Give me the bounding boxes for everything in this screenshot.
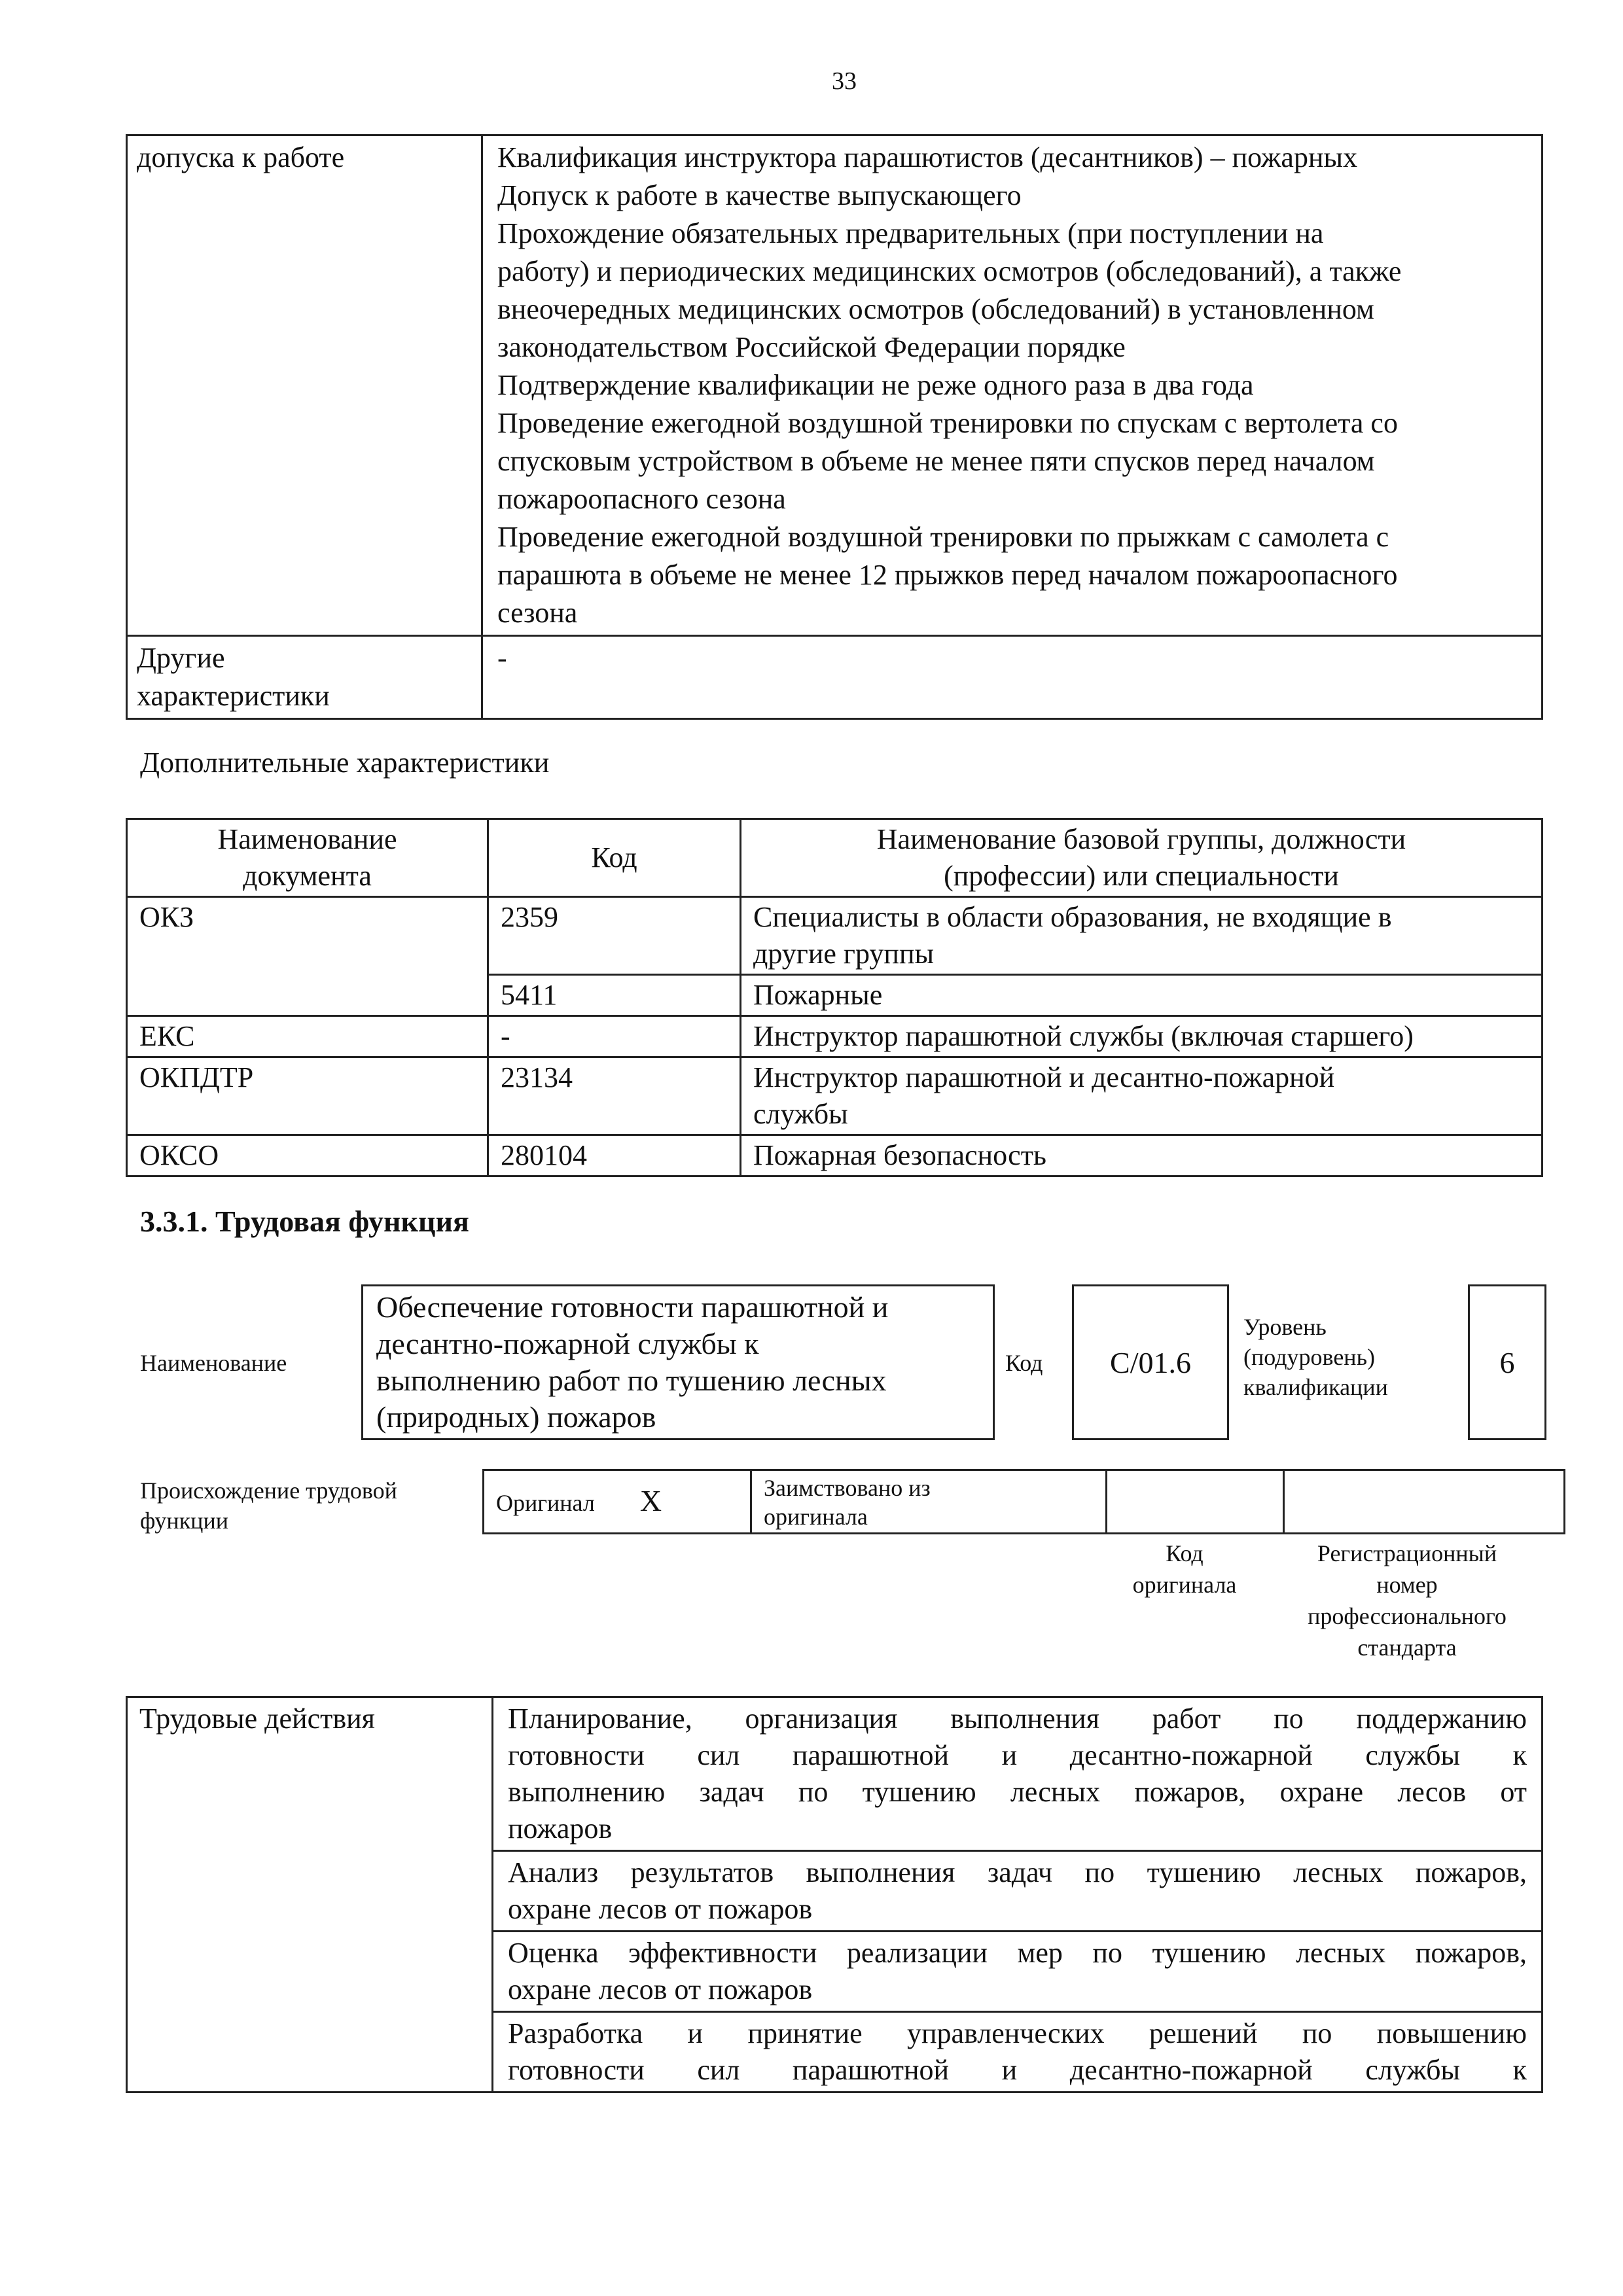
labour-actions-table: [126, 1696, 1543, 2093]
label-line: Другие: [137, 642, 225, 674]
action-line: Планирование, организация выполнения работ по поддержанию: [508, 1703, 1527, 1735]
original-mark: X: [639, 1483, 662, 1517]
doc-cell: ОКСО: [127, 1135, 488, 1176]
table-row: [484, 1470, 1565, 1534]
name-cell: [741, 897, 1543, 975]
table-row: [127, 1057, 1543, 1135]
action-line: выполнению задач по тушению лесных пожаров, охране лесов от: [508, 1776, 1527, 1808]
level-value-box: 6: [1468, 1284, 1546, 1440]
doc-cell: ОКЗ: [127, 897, 488, 1016]
action-line: готовности сил парашютной и десантно-пожарной службы к: [508, 1739, 1527, 1771]
header-line: (профессии) или специальности: [944, 860, 1339, 892]
caption-line: номер: [1376, 1572, 1438, 1598]
name-cell: Пожарная безопасность: [741, 1135, 1543, 1176]
table-row: [127, 1697, 1543, 1851]
action-line: охране лесов от пожаров: [508, 1893, 813, 1925]
code-label: Код: [1005, 1350, 1043, 1376]
name-cell: Инструктор парашютной службы (включая старшего): [741, 1016, 1543, 1057]
code-cell: 23134: [488, 1057, 741, 1135]
name-line: другие группы: [753, 938, 935, 970]
value-line: пожароопасного сезона: [497, 483, 786, 515]
function-name-line: (природных) пожаров: [376, 1400, 656, 1434]
section-heading: 3.3.1. Трудовая функция: [140, 1205, 469, 1238]
level-label-line: Уровень: [1243, 1314, 1327, 1340]
action-item: [493, 1697, 1543, 1851]
doc-cell: ЕКС: [127, 1016, 488, 1057]
value-line: Проведение ежегодной воздушной тренировки по прыжкам с самолета с: [497, 521, 1389, 553]
code-cell: 2359: [488, 897, 741, 975]
value-line: внеочередных медицинских осмотров (обследований) в установленном: [497, 293, 1374, 325]
value-line: Квалификация инструктора парашютистов (десантников) – пожарных: [497, 141, 1358, 173]
origin-label-line: Происхождение трудовой: [140, 1477, 397, 1504]
caption-line: оригинала: [1132, 1572, 1237, 1598]
function-name-box: [361, 1284, 995, 1440]
value-line: -: [497, 642, 507, 674]
row-value: [482, 636, 1543, 719]
header-name: [741, 819, 1543, 897]
value-line: Подтверждение квалификации не реже одного раза в два года: [497, 369, 1254, 401]
code-original-caption: [1086, 1538, 1283, 1600]
action-line: Оценка эффективности реализации мер по тушению лесных пожаров,: [508, 1937, 1527, 1969]
header-line: Наименование: [217, 823, 397, 855]
reg-number-caption: [1266, 1538, 1548, 1663]
table-row: [127, 135, 1543, 636]
header-doc: [127, 819, 488, 897]
original-cell: [484, 1470, 751, 1534]
row-value: [482, 135, 1543, 636]
origin-label-line: функции: [140, 1508, 228, 1534]
doc-cell: ОКПДТР: [127, 1057, 488, 1135]
header-code: Код: [488, 819, 741, 897]
action-item: [493, 1932, 1543, 2012]
additional-characteristics-table: [126, 818, 1543, 1177]
code-cell: -: [488, 1016, 741, 1057]
caption-line: Регистрационный: [1317, 1540, 1497, 1566]
actions-label: Трудовые действия: [127, 1697, 493, 2093]
action-line: готовности сил парашютной и десантно-пожарной службы к: [508, 2054, 1527, 2086]
table-row: [127, 1135, 1543, 1176]
value-line: Проведение ежегодной воздушной тренировки по спускам с вертолета со: [497, 407, 1398, 439]
row-label: [127, 135, 482, 636]
additional-title: Дополнительные характеристики: [140, 747, 550, 779]
value-line: работу) и периодических медицинских осмотров (обследований), а также: [497, 255, 1402, 287]
origin-table: [482, 1469, 1565, 1534]
label-line: допуска к работе: [137, 141, 345, 173]
row-label: [127, 636, 482, 719]
name-line: Специалисты в области образования, не входящие в: [753, 901, 1392, 933]
code-cell: 280104: [488, 1135, 741, 1176]
action-line: Анализ результатов выполнения задач по тушению лесных пожаров,: [508, 1856, 1527, 1888]
caption-line: профессионального: [1308, 1603, 1507, 1629]
value-line: Прохождение обязательных предварительных (при поступлении на: [497, 217, 1324, 249]
table-row: [127, 897, 1543, 975]
action-item: [493, 1851, 1543, 1932]
borrowed-label-line: Заимствовано из: [764, 1475, 931, 1501]
value-line: Допуск к работе в качестве выпускающего: [497, 179, 1022, 211]
code-original-cell: [1107, 1470, 1284, 1534]
value-line: парашюта в объеме не менее 12 прыжков перед началом пожароопасного: [497, 559, 1398, 591]
function-name-line: десантно-пожарной службы к: [376, 1327, 759, 1360]
action-line: охране лесов от пожаров: [508, 1973, 813, 2005]
name-cell: [741, 1057, 1543, 1135]
label-line: характеристики: [137, 680, 330, 712]
page-number: 33: [832, 67, 857, 95]
value-line: законодательством Российской Федерации порядке: [497, 331, 1126, 363]
table-header-row: [127, 819, 1543, 897]
level-label: [1243, 1312, 1388, 1402]
borrowed-label-line: оригинала: [764, 1504, 868, 1530]
action-line: Разработка и принятие управленческих решений по повышению: [508, 2017, 1527, 2049]
name-line: службы: [753, 1098, 848, 1130]
reg-number-cell: [1284, 1470, 1565, 1534]
admission-table: [126, 134, 1543, 720]
level-label-line: квалификации: [1243, 1374, 1388, 1400]
function-code-box: C/01.6: [1072, 1284, 1229, 1440]
original-label: Оригинал: [496, 1489, 595, 1516]
value-line: спусковым устройством в объеме не менее пяти спусков перед началом: [497, 445, 1375, 477]
code-cell: 5411: [488, 975, 741, 1016]
function-name-line: выполнению работ по тушению лесных: [376, 1364, 887, 1397]
action-item: [493, 2012, 1543, 2093]
name-cell: Пожарные: [741, 975, 1543, 1016]
name-line: Инструктор парашютной и десантно-пожарной: [753, 1061, 1335, 1093]
caption-line: стандарта: [1357, 1634, 1457, 1661]
table-row: [127, 1016, 1543, 1057]
value-line: сезона: [497, 597, 578, 629]
action-line: пожаров: [508, 1812, 613, 1845]
borrowed-cell: [751, 1470, 1107, 1534]
caption-line: Код: [1166, 1540, 1204, 1566]
header-line: Наименование базовой группы, должности: [876, 823, 1406, 855]
origin-label: [140, 1475, 397, 1536]
level-label-line: (подуровень): [1243, 1344, 1375, 1370]
function-name-line: Обеспечение готовности парашютной и: [376, 1290, 889, 1324]
name-label: Наименование: [140, 1350, 287, 1376]
table-row: [127, 636, 1543, 719]
header-line: документа: [243, 860, 372, 892]
